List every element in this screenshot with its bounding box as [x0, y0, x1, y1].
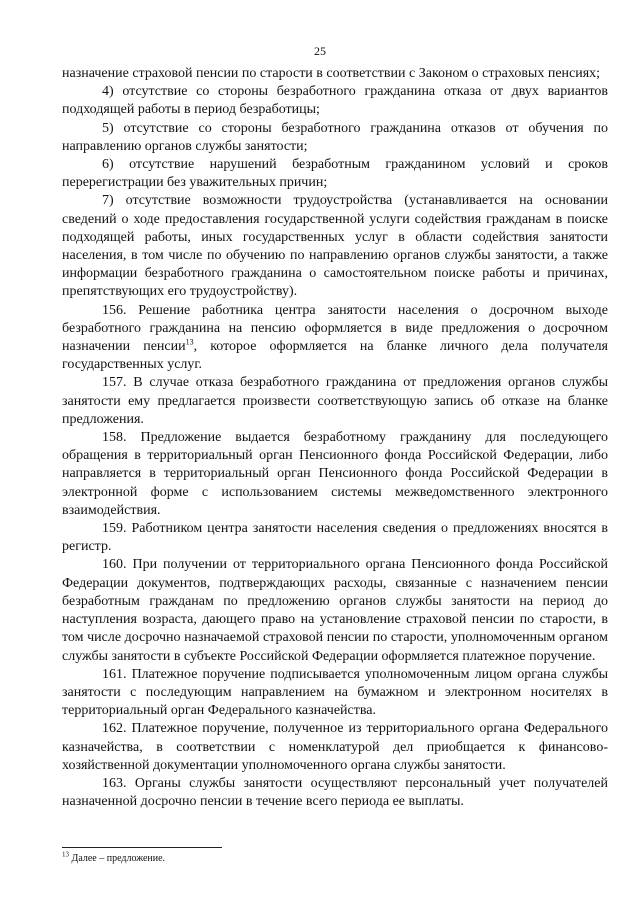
- paragraph-161: 161. Платежное поручение подписывается уполномоченным лицом органа службы занятости с последующим направлением на бумажном и электронном носителях в территориальный орган Федерального казначейства.: [62, 666, 608, 719]
- page-number: 25: [314, 44, 326, 58]
- footnote-ref-13: 13: [185, 337, 194, 347]
- footnote-number: 13: [62, 850, 69, 859]
- paragraph-163: 163. Органы службы занятости осуществляют персональный учет получателей назначенной досрочно пенсии в течение всего периода ее выплаты.: [62, 775, 608, 810]
- footnote-divider: [62, 847, 222, 848]
- paragraph-156: [62, 302, 608, 375]
- paragraph-item-7: 7) отсутствие возможности трудоустройства (устанавливается на основании сведений о ходе предоставления государственной услуги содействия гражданам в поиске подходящей работы, иных государственных услуг в области содействия занятости населения, в том числе по обучению по направлению органов службы занятости, а также информации безработного гражданина о самостоятельном поиске работы и причинах, препятствующих его трудоустройству).: [62, 193, 608, 300]
- paragraph-160: 160. При получении от территориального органа Пенсионного фонда Российской Федерации документов, подтверждающих расходы, связанные с назначением пенсии безработным гражданам по предложению органов службы занятости на период до наступления возраста, дающего право на установление страховой пенсии по старости, в том числе досрочно назначаемой страховой пенсии по старости, уполномоченным органом службы занятости в субъекте Российской Федерации оформляется платежное поручение.: [62, 557, 608, 664]
- paragraph-item-4: 4) отсутствие со стороны безработного гражданина отказа от двух вариантов подходящей работы в период безработицы;: [62, 84, 608, 118]
- footnote: [62, 850, 608, 865]
- paragraph-162: 162. Платежное поручение, полученное из территориального органа Федерального казначейства, в соответствии с номенклатурой дел приобщается к финансово-хозяйственной документации уполномоченного органа службы занятости.: [62, 721, 608, 773]
- paragraph-item-6: 6) отсутствие нарушений безработным гражданином условий и сроков перерегистрации без уважительных причин;: [62, 157, 608, 191]
- footnote-text: Далее – предложение.: [69, 853, 166, 864]
- paragraph-item-5: 5) отсутствие со стороны безработного гражданина отказов от обучения по направлению органов службы занятости;: [62, 120, 608, 154]
- document-body: [62, 65, 608, 811]
- paragraph-continuation: назначение страховой пенсии по старости в соответствии с Законом о страховых пенсиях;: [62, 66, 601, 81]
- paragraph-158: 158. Предложение выдается безработному гражданину для последующего обращения в территориальный орган Пенсионного фонда Российской Федерации, либо направляется в территориальный орган Пенсионного фонда Российской Федерации в электронной форме с использованием системы межведомственного электронного взаимодействия.: [62, 430, 608, 518]
- paragraph-157: 157. В случае отказа безработного гражданина от предложения органов службы занятости ему предлагается произвести соответствующую запись об отказе на бланке предложения.: [62, 375, 608, 427]
- paragraph-159: 159. Работником центра занятости населения сведения о предложениях вносятся в регистр.: [62, 521, 608, 555]
- paragraph-156-text-before: 156. Решение работника центра занятости населения о досрочном выходе безработного гражданина на пенсию оформляется в виде предложения о досрочном назначении пенсии: [62, 302, 608, 355]
- paragraph-156-text-after: , которое оформляется на бланке личного дела получателя государственных услуг.: [62, 339, 608, 373]
